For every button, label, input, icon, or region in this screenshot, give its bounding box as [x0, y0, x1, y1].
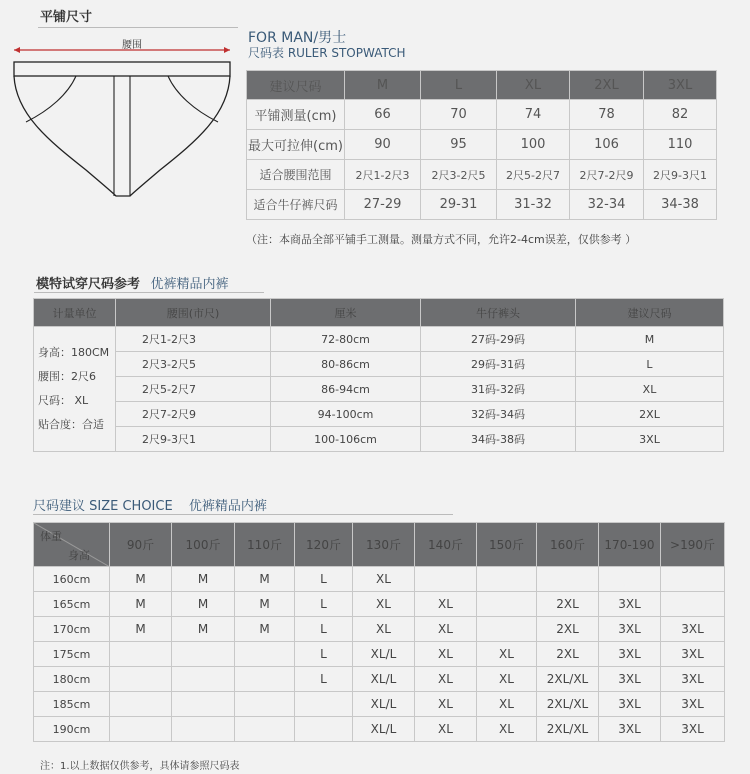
table-cell: XL: [576, 377, 724, 402]
table-row: [247, 190, 717, 220]
height-label: 175cm: [34, 642, 110, 667]
size-cell: [172, 692, 235, 717]
size-cell: XL/L: [353, 692, 415, 717]
size-cell: XL: [415, 642, 477, 667]
table-cell: 106: [570, 130, 644, 160]
weight-header-cell: 90斤: [110, 523, 172, 567]
model-header-cell: 厘米: [271, 299, 421, 327]
size-choice-note: 注：1.以上数据仅供参考，具体请参照尺码表: [40, 761, 240, 772]
size-cell: 3XL: [661, 692, 725, 717]
table-cell: 2尺1-2尺3: [345, 160, 421, 190]
model-reference-title-text: 模特试穿尺码参考: [36, 277, 141, 292]
weight-header-cell: 130斤: [353, 523, 415, 567]
size-cell: M: [172, 567, 235, 592]
size-choice-title-text: 尺码建议 SIZE CHOICE: [33, 499, 173, 514]
table-cell: 34-38: [644, 190, 717, 220]
table-row: [247, 160, 717, 190]
size-header-cell: XL: [497, 71, 570, 100]
row-label: 平铺测量(cm): [247, 100, 345, 130]
size-cell: XL: [415, 592, 477, 617]
size-cell: XL: [415, 667, 477, 692]
size-cell: [110, 642, 172, 667]
size-header-cell: 3XL: [644, 71, 717, 100]
size-cell: [172, 717, 235, 742]
size-cell: XL: [477, 667, 537, 692]
table-cell: 31码-32码: [421, 377, 576, 402]
table-cell: 82: [644, 100, 717, 130]
height-label: 165cm: [34, 592, 110, 617]
size-cell: XL: [353, 567, 415, 592]
table-row: [34, 567, 725, 592]
size-choice-subtitle: 优裤精品内裤: [188, 499, 267, 514]
table-row: [34, 352, 724, 377]
size-cell: 3XL: [661, 617, 725, 642]
size-cell: L: [295, 567, 353, 592]
table-row: [247, 100, 717, 130]
table-row: [247, 130, 717, 160]
table-cell: 32-34: [570, 190, 644, 220]
table-cell: 90: [345, 130, 421, 160]
size-cell: [110, 692, 172, 717]
table-cell: 80-86cm: [271, 352, 421, 377]
size-cell: [477, 592, 537, 617]
table-cell: 27码-29码: [421, 327, 576, 352]
size-cell: 3XL: [661, 642, 725, 667]
size-cell: L: [295, 592, 353, 617]
size-cell: 2XL: [537, 617, 599, 642]
table-cell: 110: [644, 130, 717, 160]
size-cell: 3XL: [599, 667, 661, 692]
size-choice-header: [34, 523, 725, 567]
size-cell: [295, 692, 353, 717]
table-cell: 2尺5-2尺7: [497, 160, 570, 190]
size-cell: M: [110, 617, 172, 642]
height-label: 160cm: [34, 567, 110, 592]
model-size: 尺码： XL: [38, 394, 89, 407]
size-cell: [661, 592, 725, 617]
size-cell: XL: [415, 617, 477, 642]
size-cell: XL: [353, 617, 415, 642]
model-table-header: [34, 299, 724, 327]
table-row: [34, 427, 724, 452]
table-row: [34, 327, 724, 352]
corner-weight-label: 体重: [40, 530, 62, 543]
size-header-cell: L: [421, 71, 497, 100]
table-cell: 2尺7-2尺9: [570, 160, 644, 190]
table-row: [34, 667, 725, 692]
size-table-header: [247, 71, 717, 100]
size-cell: M: [110, 592, 172, 617]
table-cell: 78: [570, 100, 644, 130]
size-cell: XL/L: [353, 667, 415, 692]
table-cell: 72-80cm: [271, 327, 421, 352]
size-header-cell: 2XL: [570, 71, 644, 100]
model-header-cell: 建议尺码: [576, 299, 724, 327]
table-row: [34, 402, 724, 427]
size-cell: 2XL/XL: [537, 717, 599, 742]
size-cell: M: [110, 567, 172, 592]
table-row: [34, 692, 725, 717]
height-label: 185cm: [34, 692, 110, 717]
size-cell: [110, 717, 172, 742]
size-cell: 3XL: [599, 692, 661, 717]
table-cell: L: [576, 352, 724, 377]
model-info-cell: [34, 327, 116, 452]
size-cell: 2XL/XL: [537, 692, 599, 717]
waist-label: 腰围: [122, 40, 142, 51]
model-table: [33, 298, 724, 452]
weight-header-cell: 100斤: [172, 523, 235, 567]
table-cell: M: [576, 327, 724, 352]
size-cell: XL: [415, 692, 477, 717]
section3-divider: [33, 514, 453, 515]
weight-header-cell: >190斤: [661, 523, 725, 567]
size-cell: [477, 567, 537, 592]
size-cell: XL: [477, 717, 537, 742]
weight-header-cell: 170-190: [599, 523, 661, 567]
size-choice-table: [33, 522, 725, 742]
table-row: [34, 717, 725, 742]
height-label: 180cm: [34, 667, 110, 692]
size-cell: [235, 642, 295, 667]
size-cell: [295, 717, 353, 742]
model-waist: 腰围：2尺6: [38, 370, 96, 383]
size-cell: 3XL: [599, 717, 661, 742]
table-cell: 74: [497, 100, 570, 130]
size-cell: XL: [353, 592, 415, 617]
size-cell: [661, 567, 725, 592]
height-label: 190cm: [34, 717, 110, 742]
corner-height-label: 身高: [68, 549, 90, 562]
size-choice-title: [33, 495, 267, 514]
table-cell: 2尺7-2尺9: [116, 402, 271, 427]
table-cell: 95: [421, 130, 497, 160]
model-header-cell: 腰围(市尺): [116, 299, 271, 327]
table-cell: 94-100cm: [271, 402, 421, 427]
size-cell: XL: [415, 717, 477, 742]
measurement-note: （注：本商品全部平铺手工测量。测量方式不同，允许2-4cm误差，仅供参考 ）: [246, 233, 637, 246]
size-cell: M: [172, 617, 235, 642]
size-cell: [110, 667, 172, 692]
section2-divider: [34, 292, 264, 293]
size-cell: M: [235, 567, 295, 592]
table-cell: 31-32: [497, 190, 570, 220]
size-header-cell: 建议尺码: [247, 71, 345, 100]
size-cell: [235, 692, 295, 717]
size-cell: M: [235, 617, 295, 642]
size-cell: L: [295, 617, 353, 642]
size-cell: XL: [477, 642, 537, 667]
table-row: [34, 642, 725, 667]
table-cell: 2尺9-3尺1: [644, 160, 717, 190]
size-cell: 3XL: [599, 617, 661, 642]
size-cell: L: [295, 667, 353, 692]
size-cell: 3XL: [599, 592, 661, 617]
model-fit: 贴合度：合适: [38, 418, 104, 431]
model-header-cell: 计量单位: [34, 299, 116, 327]
table-cell: 32码-34码: [421, 402, 576, 427]
table-row: [34, 617, 725, 642]
height-label: 170cm: [34, 617, 110, 642]
table-cell: 100-106cm: [271, 427, 421, 452]
size-cell: 2XL/XL: [537, 667, 599, 692]
table-cell: 29码-31码: [421, 352, 576, 377]
row-label: 适合牛仔裤尺码: [247, 190, 345, 220]
weight-header-cell: 150斤: [477, 523, 537, 567]
table-cell: 3XL: [576, 427, 724, 452]
row-label: 最大可拉伸(cm): [247, 130, 345, 160]
size-cell: [415, 567, 477, 592]
size-cell: XL: [477, 692, 537, 717]
size-cell: M: [172, 592, 235, 617]
size-cell: [172, 642, 235, 667]
table-cell: 66: [345, 100, 421, 130]
model-reference-title: [36, 273, 229, 292]
size-cell: 3XL: [661, 667, 725, 692]
size-cell: [172, 667, 235, 692]
size-table: [246, 70, 717, 220]
table-cell: 86-94cm: [271, 377, 421, 402]
flat-size-title: 平铺尺寸: [40, 10, 93, 25]
size-cell: 3XL: [599, 642, 661, 667]
size-cell: M: [235, 592, 295, 617]
size-cell: 2XL: [537, 642, 599, 667]
size-cell: [235, 667, 295, 692]
table-cell: 70: [421, 100, 497, 130]
table-cell: 29-31: [421, 190, 497, 220]
size-cell: L: [295, 642, 353, 667]
ruler-subtitle: 尺码表 RULER STOPWATCH: [248, 46, 406, 60]
model-header-cell: 牛仔裤头: [421, 299, 576, 327]
size-cell: XL/L: [353, 642, 415, 667]
table-cell: 2尺3-2尺5: [421, 160, 497, 190]
model-reference-subtitle: 优裤精品内裤: [150, 277, 229, 292]
weight-header-cell: 160斤: [537, 523, 599, 567]
weight-header-cell: 110斤: [235, 523, 295, 567]
table-row: [34, 592, 725, 617]
model-height: 身高：180CM: [38, 346, 110, 359]
underwear-diagram: [8, 44, 236, 204]
size-cell: [599, 567, 661, 592]
table-cell: 2尺5-2尺7: [116, 377, 271, 402]
table-cell: 27-29: [345, 190, 421, 220]
size-cell: [537, 567, 599, 592]
table-cell: 34码-38码: [421, 427, 576, 452]
size-cell: [477, 617, 537, 642]
table-cell: 2XL: [576, 402, 724, 427]
table-cell: 2尺1-2尺3: [116, 327, 271, 352]
for-man-title: FOR MAN/男士: [248, 30, 347, 46]
size-cell: 2XL: [537, 592, 599, 617]
table-cell: 2尺3-2尺5: [116, 352, 271, 377]
weight-header-cell: 140斤: [415, 523, 477, 567]
table-cell: 2尺9-3尺1: [116, 427, 271, 452]
weight-height-corner: [34, 523, 110, 567]
size-cell: XL/L: [353, 717, 415, 742]
size-cell: 3XL: [661, 717, 725, 742]
table-cell: 100: [497, 130, 570, 160]
weight-header-cell: 120斤: [295, 523, 353, 567]
table-row: [34, 377, 724, 402]
row-label: 适合腰围范围: [247, 160, 345, 190]
size-header-cell: M: [345, 71, 421, 100]
flat-title-divider: [38, 27, 238, 28]
size-cell: [235, 717, 295, 742]
